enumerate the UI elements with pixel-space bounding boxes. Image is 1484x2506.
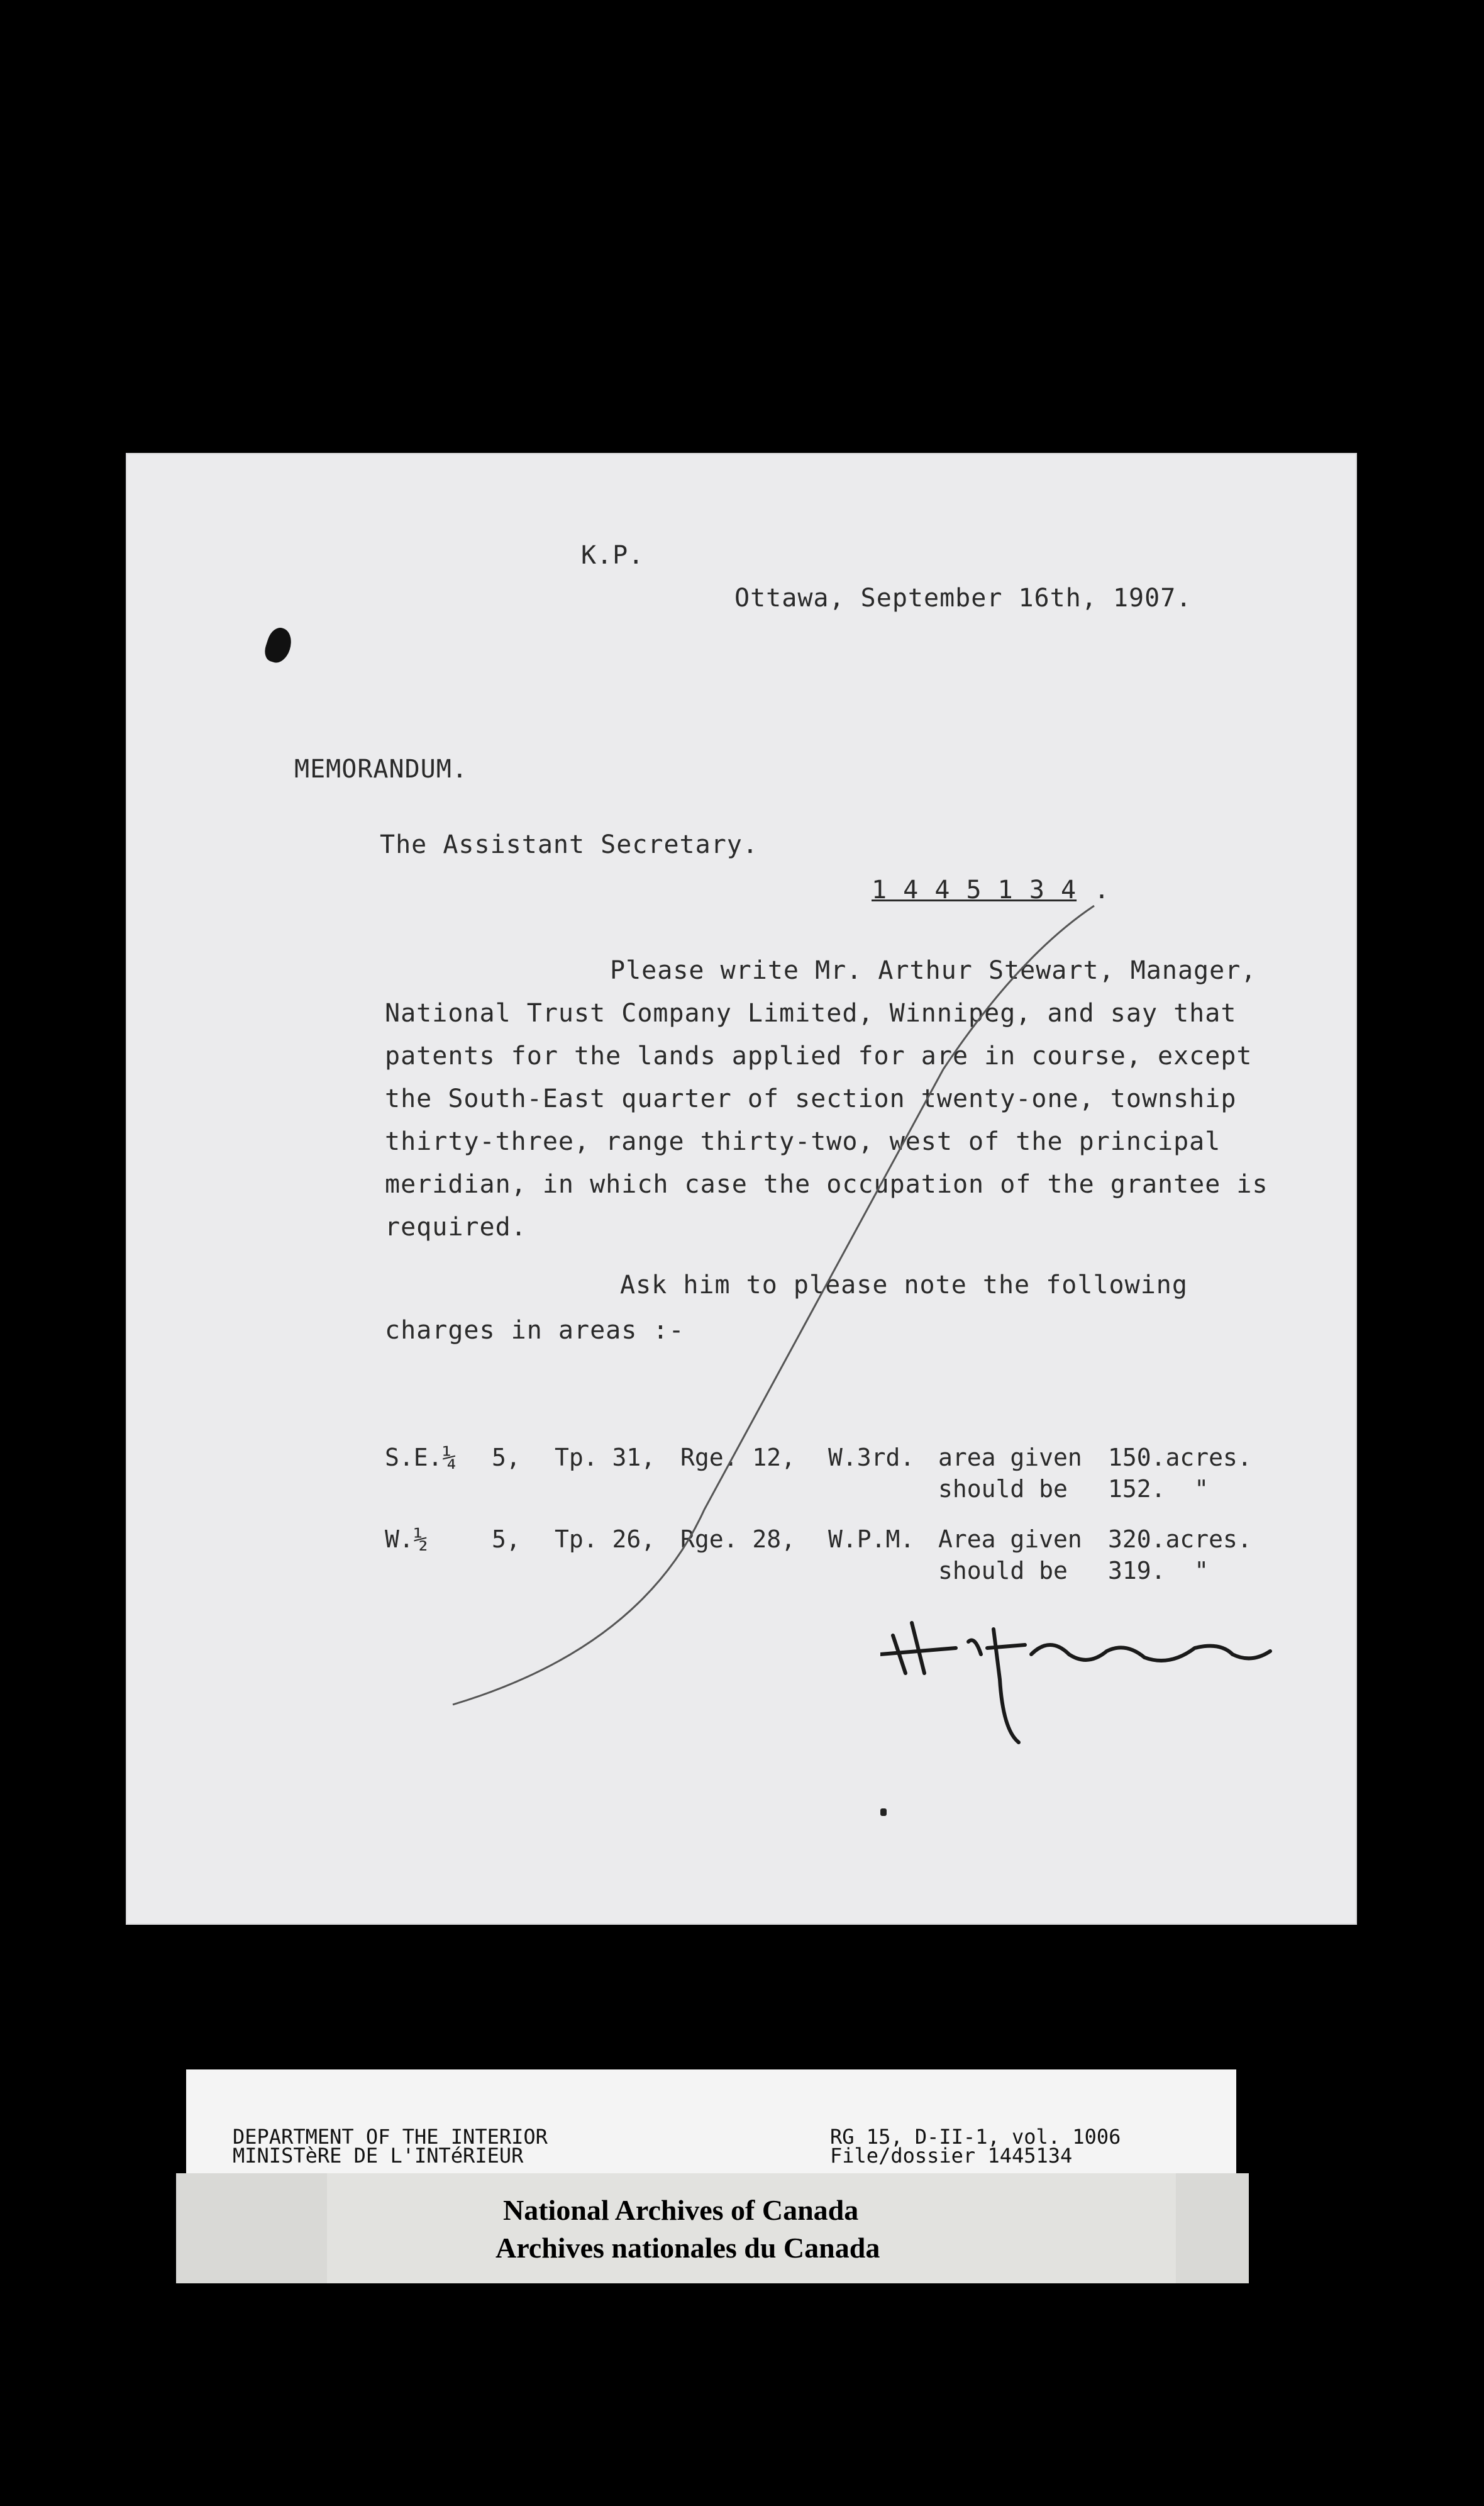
body-line: meridian, in which case the occupation of the grantee is bbox=[385, 1170, 1268, 1199]
archives-name-fr: Archives nationales du Canada bbox=[496, 2232, 880, 2264]
should-label: should be bbox=[938, 1475, 1068, 1503]
department-en: DEPARTMENT OF THE INTERIOR bbox=[233, 2125, 548, 2149]
addressee: The Assistant Secretary. bbox=[380, 830, 758, 859]
memo-heading: MEMORANDUM. bbox=[294, 755, 468, 784]
body-line: National Trust Company Limited, Winnipeg, and say that bbox=[385, 999, 1237, 1028]
township: Tp. 31, bbox=[555, 1444, 656, 1471]
ask-line: Ask him to please note the following bbox=[620, 1271, 1188, 1300]
file-number-period: . bbox=[1094, 876, 1110, 905]
record-group-reference: RG 15, D-II-1, vol. 1006 bbox=[830, 2125, 1121, 2149]
meridian: W.3rd. bbox=[828, 1444, 915, 1471]
body-line: thirty-three, range thirty-two, west of the principal bbox=[385, 1127, 1221, 1156]
section: 5, bbox=[492, 1444, 521, 1471]
dateline: Ottawa, September 16th, 1907. bbox=[734, 584, 1192, 613]
ink-dot bbox=[880, 1808, 887, 1816]
parcel: S.E.¼ bbox=[385, 1444, 457, 1471]
archives-name-en: National Archives of Canada bbox=[503, 2194, 859, 2226]
signature bbox=[880, 1598, 1283, 1749]
meridian: W.P.M. bbox=[828, 1525, 915, 1553]
body-line: Please write Mr. Arthur Stewart, Manager, bbox=[610, 956, 1257, 985]
given-value: 320.acres. bbox=[1108, 1525, 1252, 1553]
range: Rge. 28, bbox=[680, 1525, 796, 1553]
label-panel bbox=[327, 2173, 1176, 2283]
township: Tp. 26, bbox=[555, 1525, 656, 1553]
given-label: area given bbox=[938, 1444, 1082, 1471]
department-fr: MINISTèRE DE L'INTéRIEUR bbox=[233, 2144, 524, 2168]
archive-label-bottom bbox=[176, 2173, 1249, 2283]
body-line: required. bbox=[385, 1213, 527, 1242]
should-value: 152. " bbox=[1108, 1475, 1209, 1503]
section: 5, bbox=[492, 1525, 521, 1553]
should-label: should be bbox=[938, 1557, 1068, 1584]
file-reference: File/dossier 1445134 bbox=[830, 2144, 1073, 2168]
memo-sheet bbox=[126, 453, 1357, 1925]
range: Rge. 12, bbox=[680, 1444, 796, 1471]
given-value: 150.acres. bbox=[1108, 1444, 1252, 1471]
archive-label-top bbox=[186, 2069, 1236, 2173]
body-line: the South-East quarter of section twenty-one, township bbox=[385, 1084, 1237, 1113]
should-value: 319. " bbox=[1108, 1557, 1209, 1584]
file-number: 1 4 4 5 1 3 4 bbox=[872, 876, 1077, 905]
ask-line: charges in areas :- bbox=[385, 1316, 685, 1345]
body-line: patents for the lands applied for are in course, except bbox=[385, 1042, 1253, 1071]
initials: K.P. bbox=[581, 541, 645, 570]
given-label: Area given bbox=[938, 1525, 1082, 1553]
parcel: W.½ bbox=[385, 1525, 428, 1553]
